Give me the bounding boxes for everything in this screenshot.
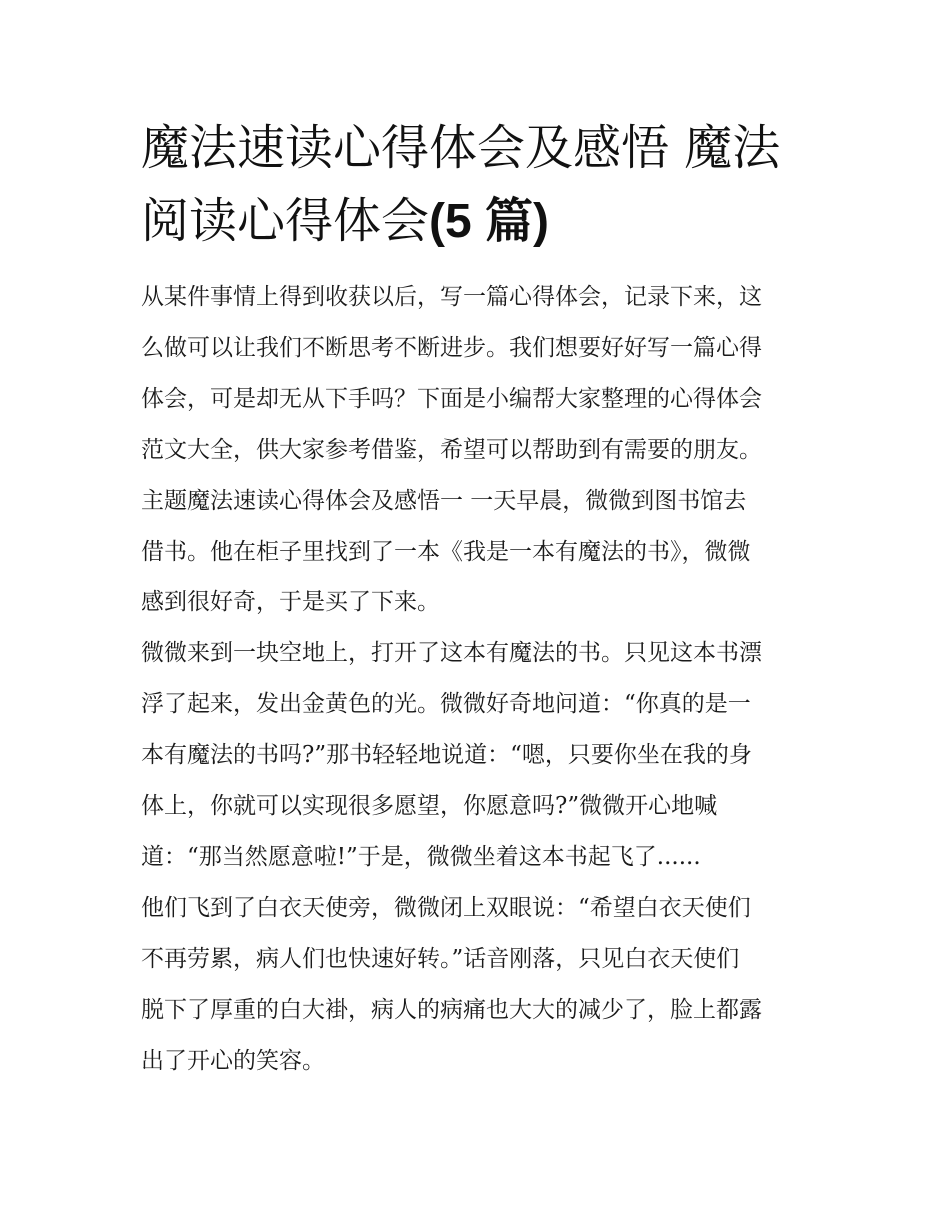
body-line: 浮了起来，发出金黄色的光。微微好奇地问道：“你真的是一 xyxy=(141,691,751,718)
title-line-2-count: (5 篇) xyxy=(429,195,550,248)
body-line: 出了开心的笑容。 xyxy=(141,1047,325,1074)
title-line-1: 魔法速读心得体会及感悟 魔法 xyxy=(141,120,781,176)
body-line: 道：“那当然愿意啦!”于是，微微坐着这本书起飞了...... xyxy=(141,843,701,870)
body-line: 感到很好奇，于是买了下来。 xyxy=(141,589,440,616)
title-line-2-text: 阅读心得体会 xyxy=(141,193,430,249)
document-body xyxy=(141,272,813,1087)
body-line: 本有魔法的书吗?”那书轻轻地说道：“嗯，只要你坐在我的身 xyxy=(141,742,752,769)
body-line: 他们飞到了白衣天使旁，微微闭上双眼说：“希望白衣天使们 xyxy=(141,894,751,921)
body-line: 从某件事情上得到收获以后，写一篇心得体会，记录下来，这 xyxy=(141,284,762,310)
body-line: 不再劳累，病人们也快速好转。”话音刚落，只见白衣天使们 xyxy=(141,945,740,972)
body-line: 范文大全，供大家参考借鉴，希望可以帮助到有需要的朋友。 xyxy=(141,436,762,463)
body-line: 体会，可是却无从下手吗？下面是小编帮大家整理的心得体会 xyxy=(141,385,762,412)
body-line: 体上，你就可以实现很多愿望，你愿意吗?”微微开心地喊 xyxy=(141,793,718,820)
body-line: 借书。他在柜子里找到了一本《我是一本有魔法的书》，微微 xyxy=(141,538,751,565)
document-page xyxy=(141,112,813,1087)
body-line: 微微来到一块空地上，打开了这本有魔法的书。只见这本书漂 xyxy=(141,640,762,667)
body-line: 么做可以让我们不断思考不断进步。我们想要好好写一篇心得 xyxy=(141,334,762,361)
body-line: 脱下了厚重的白大褂，病人的病痛也大大的减少了，脸上都露 xyxy=(141,996,762,1023)
body-line: 主题魔法速读心得体会及感悟一 一天早晨，微微到图书馆去 xyxy=(141,487,747,514)
document-title xyxy=(141,112,813,258)
title-line-2 xyxy=(141,185,813,258)
